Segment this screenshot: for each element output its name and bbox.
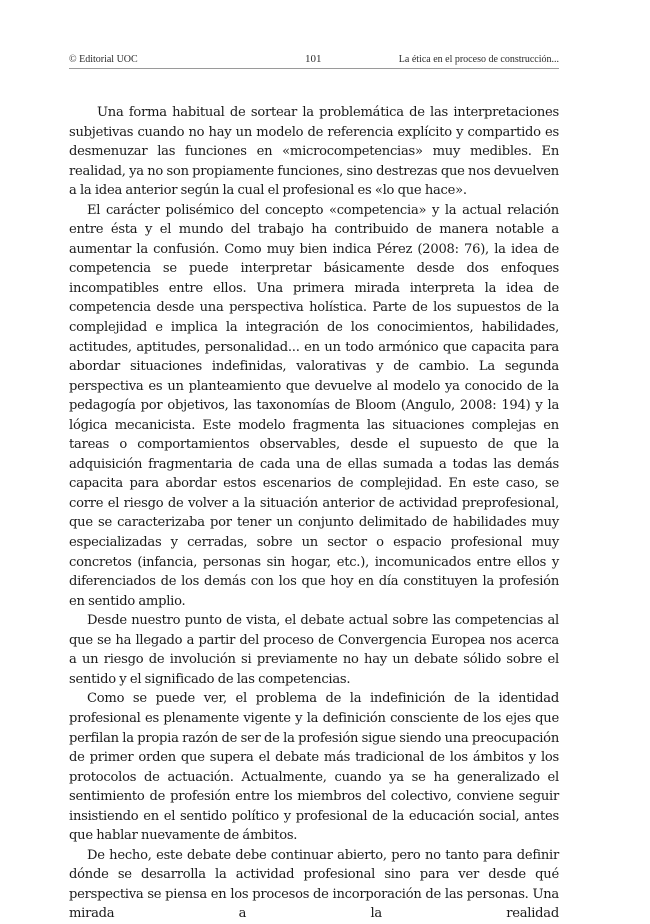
page-number: 101 — [305, 53, 322, 65]
publisher-label: © Editorial UOC — [69, 54, 138, 65]
running-title: La ética en el proceso de construcción... — [398, 54, 559, 65]
paragraph-5: De hecho, este debate debe continuar abierto, pero no tanto para definir dónde se desarrolla la actividad profesional sino para ver desde qué perspectiva se piensa en los procesos de incorporación de las personas. Una mirada a la realidad — [69, 847, 559, 922]
paragraph-1: Una forma habitual de sortear la problemática de las interpretaciones subjetivas cuando no hay un modelo de referencia explícito y compartido es desmenuzar las funciones en «microcompetencias» muy medibles. En realidad, ya no son propiamente funciones, sino destrezas que nos devuelven a la idea anterior según la cual el profesional es «lo que hace». — [69, 105, 559, 199]
paragraph-4: Como se puede ver, el problema de la indefinición de la identidad profesional es plenamente vigente y la definición consciente de los ejes que perfilan la propia razón de ser de la profesión sigue siendo una preocupación de primer orden que supera el debate más tradicional de los ámbitos y los protocolos de actuación. Actualmente, cuando ya se ha generalizado el sentimiento de profesión entre los miembros del colectivo, conviene seguir insistiendo en el sentido político y profesional de la educación social, antes que hablar nuevamente de ámbitos. — [69, 691, 559, 844]
paragraph-2: El carácter polisémico del concepto «competencia» y la actual relación entre ésta y el mundo del trabajo ha contribuido de manera notable a aumentar la confusión. Como muy bien indica Pérez (2008: 76), la idea de competencia se puede interpretar básicamente desde dos enfoques incompatibles entre ellos. Una primera mirada interpreta la idea de competencia desde una perspectiva holística. Parte de los supuestos de la complejidad e implica la integración de los conocimientos, habilidades, actitudes, aptitudes, personalidad... en un todo armónico que capacita para abordar situaciones indefinidas, valorativas y de cambio. La segunda perspectiva es un planteamiento que devuelve al modelo ya conocido de la pedagogía por objetivos, las taxonomías de Bloom (Angulo, 2008: 194) y la lógica mecanicista. Este modelo fragmenta las situaciones complejas en tareas o comportamientos observables, desde el supuesto de que la adquisición fragmentaria de cada una de ellas sumada a todas las demás capacita para abordar estos escenarios de complejidad. En este caso, se corre el riesgo de volver a la situación anterior de actividad preprofesional, que se caracterizaba por tener un conjunto delimitado de habilidades muy especializadas y cerradas, sobre un sector o espacio profesional muy concretos (infancia, personas sin hogar, etc.), incomunicados entre ellos y diferenciados de los demás con los que hoy en día constituyen la profesión en sentido amplio. — [69, 202, 559, 609]
running-header — [69, 54, 559, 68]
paragraph-3: Desde nuestro punto de vista, el debate actual sobre las competencias al que se ha llegado a partir del proceso de Convergencia Europea nos acerca a un riesgo de involución si previamente no hay un debate sólido sobre el sentido y el significado de las competencias. — [69, 613, 559, 687]
header-rule — [69, 68, 559, 69]
body-text — [69, 103, 559, 924]
